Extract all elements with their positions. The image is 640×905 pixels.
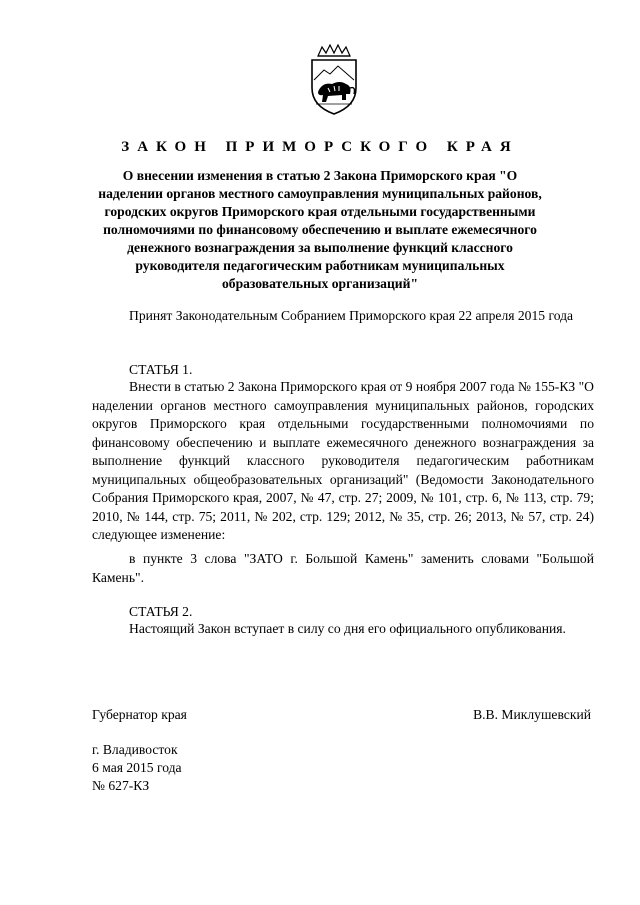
- article-2-heading: СТАТЬЯ 2.: [129, 604, 193, 619]
- article-1-heading: СТАТЬЯ 1.: [129, 362, 193, 377]
- coat-of-arms-icon: [304, 44, 364, 116]
- signatory-position: Губернатор края: [92, 707, 187, 722]
- issue-date: 6 мая 2015 года: [92, 760, 182, 775]
- signatory-name: В.В. Миклушевский: [473, 707, 591, 722]
- document-subtitle: О внесении изменения в статью 2 Закона Приморского края "О наделении органов местного самоуправления муниципальных районов, городских округов Приморского края отдельными государственными полномочиями по финансовому обеспечению и выплате ежемесячного денежного вознаграждения за выполнение функций классного руководителя педагогическим работникам муниципальных образовательных организаций": [98, 168, 542, 291]
- issue-place: г. Владивосток: [92, 742, 178, 757]
- adoption-statement: Принят Законодательным Собранием Приморского края 22 апреля 2015 года: [129, 308, 574, 323]
- document-title: ЗАКОН ПРИМОРСКОГО КРАЯ: [121, 139, 519, 155]
- article-1-text: Внести в статью 2 Закона Приморского края от 9 ноября 2007 года № 155-КЗ "О наделении органов местного самоуправления муниципальных районов, городских округов Приморского края отдельными государственными полномочиями по финансовому обеспечению и выплате ежемесячного денежного вознаграждения за выполнение функций классного руководителя педагогическим работникам муниципальных общеобразовательных организаций" (Ведомости Законодательного Собрания Приморского края, 2007, № 47, стр. 27; 2009, № 101, стр. 6, № 113, стр. 79; 2010, № 144, стр. 75; 2011, № 202, стр. 129; 2012, № 35, стр. 26; 2013, № 57, стр. 24) следующее изменение:: [92, 379, 594, 542]
- law-number: № 627-КЗ: [92, 778, 150, 793]
- article-1-change: в пункте 3 слова "ЗАТО г. Большой Камень" заменить словами "Большой Камень".: [92, 551, 594, 585]
- article-2-text: Настоящий Закон вступает в силу со дня его официального опубликования.: [129, 621, 566, 636]
